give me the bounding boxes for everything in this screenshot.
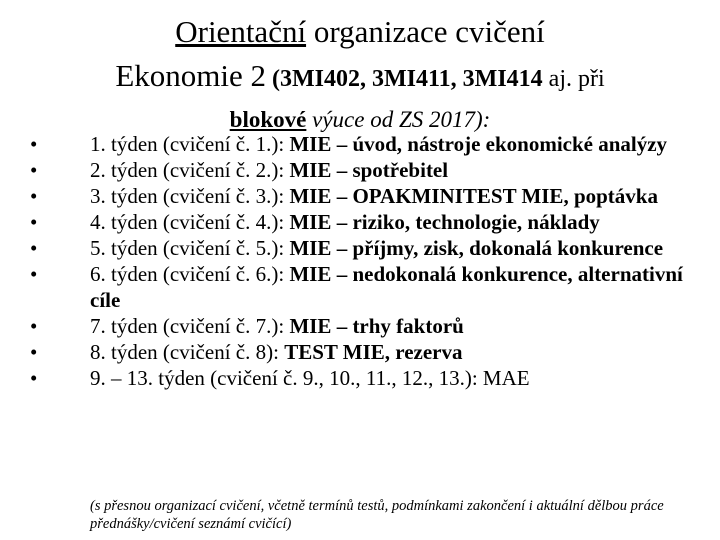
week-label: 9. – 13. týden (cvičení č. 9., 10., 11., 12., 13.): MAE bbox=[90, 366, 530, 390]
week-label: 6. týden (cvičení č. 6.): bbox=[90, 262, 290, 286]
bullet-icon: • bbox=[30, 236, 38, 260]
topic-label: TEST MIE, rezerva bbox=[284, 340, 463, 364]
week-label: 1. týden (cvičení č. 1.): bbox=[90, 132, 290, 156]
course-codes: (3MI402, 3MI411, 3MI414 bbox=[266, 66, 543, 92]
list-item bbox=[30, 261, 710, 313]
week-label: 8. týden (cvičení č. 8): bbox=[90, 340, 285, 364]
title-line-2 bbox=[0, 54, 720, 101]
list-item bbox=[30, 131, 710, 157]
bullet-icon: • bbox=[30, 340, 38, 364]
topic-label: MIE – OPAKMINITEST MIE, poptávka bbox=[289, 184, 658, 208]
list-item bbox=[30, 209, 710, 235]
title-line-1 bbox=[0, 10, 720, 54]
topic-label: MIE – příjmy, zisk, dokonalá konkurence bbox=[289, 236, 664, 260]
topic-label: MIE – nedokonalá konkurence, alternativní cíle bbox=[90, 262, 683, 312]
week-label: 4. týden (cvičení č. 4.): bbox=[90, 210, 290, 234]
week-label: 3. týden (cvičení č. 3.): bbox=[90, 184, 290, 208]
bullet-icon: • bbox=[30, 210, 38, 234]
bullet-icon: • bbox=[30, 262, 38, 286]
topic-label: MIE – trhy faktorů bbox=[289, 314, 464, 338]
topic-label: MIE – riziko, technologie, náklady bbox=[289, 210, 600, 234]
topic-label: MIE – spotřebitel bbox=[289, 158, 449, 182]
week-label: 7. týden (cvičení č. 7.): bbox=[90, 314, 290, 338]
topic-label: MIE – úvod, nástroje ekonomické analýzy bbox=[289, 132, 668, 156]
bullet-icon: • bbox=[30, 314, 38, 338]
bullet-icon: • bbox=[30, 184, 38, 208]
course-name: Ekonomie 2 bbox=[115, 58, 267, 93]
week-label: 5. týden (cvičení č. 5.): bbox=[90, 236, 290, 260]
footnote: (s přesnou organizací cvičení, včetně termínů testů, podmínkami zakončení i aktuální dělbou práce přednášky/cvičení seznámí cvičící) bbox=[90, 498, 664, 532]
schedule-list bbox=[30, 131, 710, 391]
list-item bbox=[30, 157, 710, 183]
block-word: blokové bbox=[229, 107, 307, 132]
list-item bbox=[30, 235, 710, 261]
title-line-2-tail: aj. při bbox=[542, 66, 605, 92]
week-label: 2. týden (cvičení č. 2.): bbox=[90, 158, 290, 182]
bullet-icon: • bbox=[30, 366, 38, 390]
title-underlined-word: Orientační bbox=[175, 14, 307, 49]
list-item bbox=[30, 339, 710, 365]
title-line-1-rest: organizace cvičení bbox=[306, 14, 545, 49]
bullet-icon: • bbox=[30, 132, 38, 156]
bullet-icon: • bbox=[30, 158, 38, 182]
title-line-3-rest: výuce od ZS 2017): bbox=[306, 107, 491, 132]
list-item bbox=[30, 313, 710, 339]
slide-title bbox=[0, 10, 720, 135]
list-item bbox=[30, 183, 710, 209]
list-item bbox=[30, 365, 710, 391]
